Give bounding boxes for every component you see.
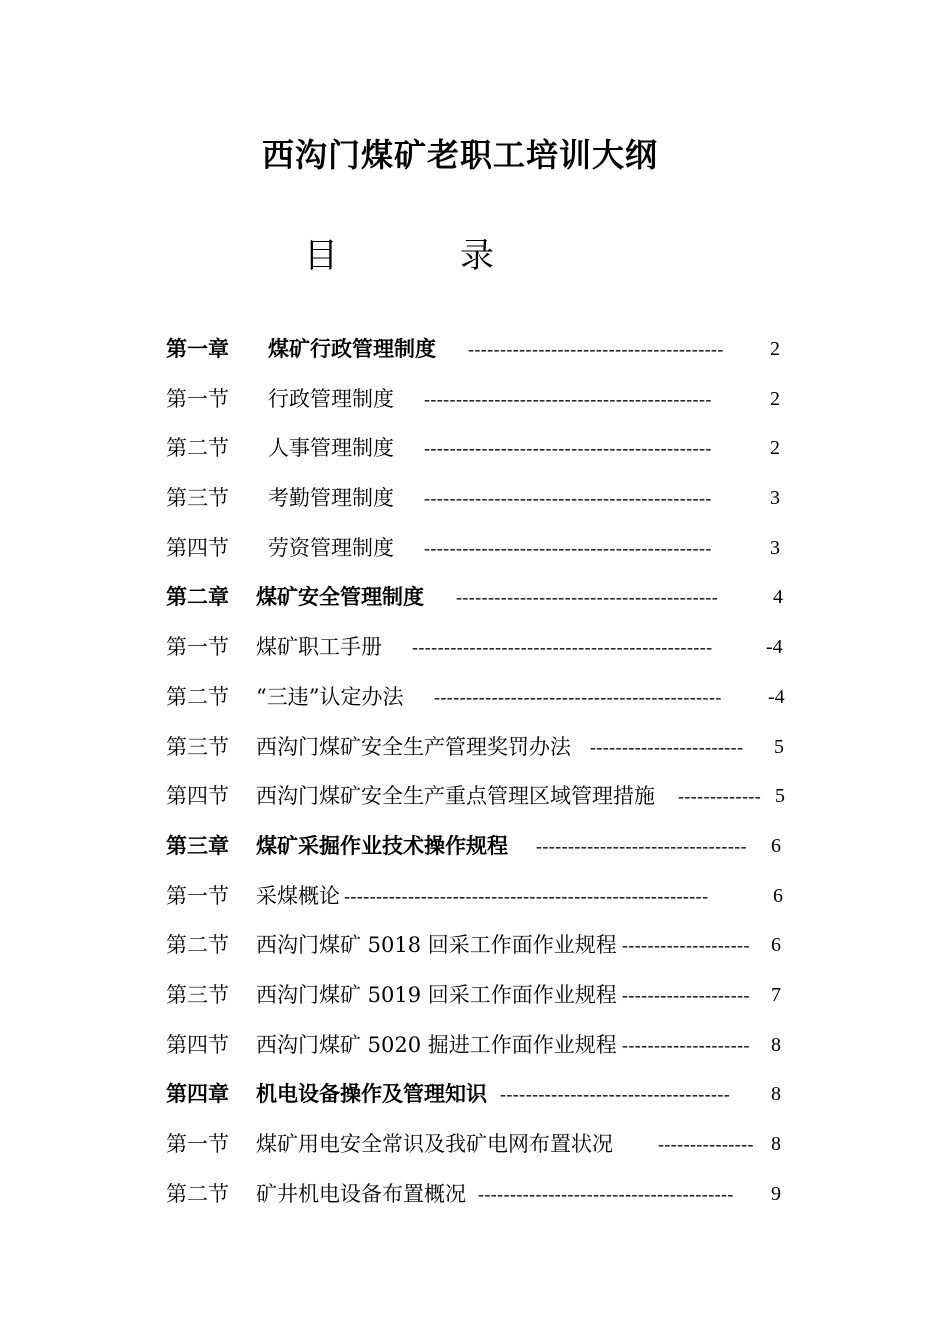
toc-title: 西沟门煤矿 5018 回采工作面作业规程 xyxy=(256,933,617,958)
document-title: 西沟门煤矿老职工培训大纲 xyxy=(261,136,658,174)
toc-leader: -------------------- xyxy=(622,1034,750,1055)
toc-title: 西沟门煤矿安全生产重点管理区域管理措施 xyxy=(256,784,655,809)
toc-title: 煤矿用电安全常识及我矿电网布置状况 xyxy=(256,1132,613,1156)
toc-page-number: 2 xyxy=(770,338,780,360)
toc-number: 第一节 xyxy=(166,386,229,411)
toc-row xyxy=(166,380,790,430)
toc-leader: --------------------------------------------------------- xyxy=(344,885,709,906)
toc-number: 第一节 xyxy=(166,635,229,660)
toc-number: 第一章 xyxy=(166,336,229,361)
toc-number: 第一节 xyxy=(166,1132,229,1156)
toc-leader: -------------------- xyxy=(622,984,750,1005)
toc-page-number: -4 xyxy=(766,636,783,659)
toc-title: 机电设备操作及管理知识 xyxy=(256,1081,487,1107)
toc-title: 考勤管理制度 xyxy=(268,486,394,511)
toc-leader: ------------------------ xyxy=(590,736,744,757)
toc-page-number: 8 xyxy=(771,1133,781,1155)
toc-row xyxy=(166,976,790,1026)
toc-row xyxy=(166,777,790,827)
toc-row xyxy=(166,529,790,579)
toc-page-number: 6 xyxy=(771,834,781,857)
toc-title: 煤矿行政管理制度 xyxy=(268,336,436,361)
toc-leader: ----------------------------------------------- xyxy=(412,637,713,658)
toc-leader: --------------- xyxy=(658,1134,754,1154)
table-of-contents xyxy=(166,330,790,1224)
toc-title: 采煤概论 xyxy=(256,883,340,908)
toc-row xyxy=(166,1125,790,1175)
toc-row xyxy=(166,1026,790,1076)
toc-page-number: 2 xyxy=(770,387,780,410)
toc-title: “三违”认定办法 xyxy=(256,684,404,709)
toc-row xyxy=(166,728,790,778)
toc-row xyxy=(166,1075,790,1125)
toc-number: 第四节 xyxy=(166,535,229,560)
toc-page-number: 6 xyxy=(771,934,781,957)
toc-heading-char-2: 录 xyxy=(460,236,494,276)
toc-page-number: 8 xyxy=(771,1033,781,1056)
toc-number: 第一节 xyxy=(166,883,229,908)
toc-page-number: 8 xyxy=(771,1083,781,1106)
toc-number: 第二节 xyxy=(166,933,229,958)
toc-leader: --------------------------------------------- xyxy=(434,686,722,707)
toc-number: 第三节 xyxy=(166,982,229,1007)
toc-number: 第三章 xyxy=(166,832,229,858)
toc-page-number: -4 xyxy=(768,685,785,708)
toc-title: 人事管理制度 xyxy=(268,436,394,461)
toc-title: 行政管理制度 xyxy=(268,386,394,411)
toc-row xyxy=(166,1175,790,1225)
toc-number: 第二节 xyxy=(166,436,229,461)
toc-page-number: 5 xyxy=(774,735,784,758)
toc-page-number: 5 xyxy=(775,785,785,808)
toc-row xyxy=(166,678,790,728)
toc-page-number: 6 xyxy=(773,884,783,907)
toc-page-number: 3 xyxy=(770,536,780,559)
toc-leader: --------------------------------------------- xyxy=(424,488,712,509)
toc-leader: ------------- xyxy=(678,786,762,807)
toc-row xyxy=(166,578,790,628)
toc-row xyxy=(166,926,790,976)
toc-leader: ---------------------------------------- xyxy=(478,1183,734,1204)
toc-number: 第二章 xyxy=(166,584,229,610)
toc-row xyxy=(166,479,790,529)
toc-row xyxy=(166,429,790,479)
toc-leader: ---------------------------------------- xyxy=(468,339,724,359)
toc-leader: ------------------------------------ xyxy=(500,1084,731,1105)
toc-number: 第三节 xyxy=(166,486,229,511)
toc-number: 第四节 xyxy=(166,784,229,809)
toc-leader: --------------------------------------------- xyxy=(424,537,712,558)
toc-number: 第四章 xyxy=(166,1081,229,1107)
toc-row xyxy=(166,827,790,877)
toc-page-number: 2 xyxy=(770,437,780,460)
toc-title: 劳资管理制度 xyxy=(268,535,394,560)
toc-leader: ----------------------------------------- xyxy=(456,587,719,608)
toc-row xyxy=(166,330,790,380)
toc-leader: --------------------------------- xyxy=(536,835,748,856)
toc-title: 煤矿安全管理制度 xyxy=(256,584,424,610)
toc-page-number: 7 xyxy=(771,983,781,1006)
toc-title: 煤矿采掘作业技术操作规程 xyxy=(256,832,508,858)
toc-leader: -------------------- xyxy=(622,935,750,956)
toc-page-number: 3 xyxy=(770,487,780,510)
toc-leader: --------------------------------------------- xyxy=(424,438,712,459)
toc-leader: --------------------------------------------- xyxy=(424,388,712,409)
toc-title: 西沟门煤矿 5020 掘进工作面作业规程 xyxy=(256,1032,617,1057)
toc-page-number: 4 xyxy=(773,586,783,609)
toc-title: 矿井机电设备布置概况 xyxy=(256,1181,466,1206)
toc-number: 第四节 xyxy=(166,1032,229,1057)
toc-heading xyxy=(0,228,950,278)
toc-title: 煤矿职工手册 xyxy=(256,635,382,660)
toc-heading-char-1: 目 xyxy=(304,236,338,276)
toc-number: 第二节 xyxy=(166,684,229,709)
toc-number: 第二节 xyxy=(166,1181,229,1206)
toc-title: 西沟门煤矿安全生产管理奖罚办法 xyxy=(256,734,571,759)
toc-page-number: 9 xyxy=(771,1182,781,1205)
toc-title: 西沟门煤矿 5019 回采工作面作业规程 xyxy=(256,982,617,1007)
toc-row xyxy=(166,877,790,927)
toc-number: 第三节 xyxy=(166,734,229,759)
toc-row xyxy=(166,628,790,678)
